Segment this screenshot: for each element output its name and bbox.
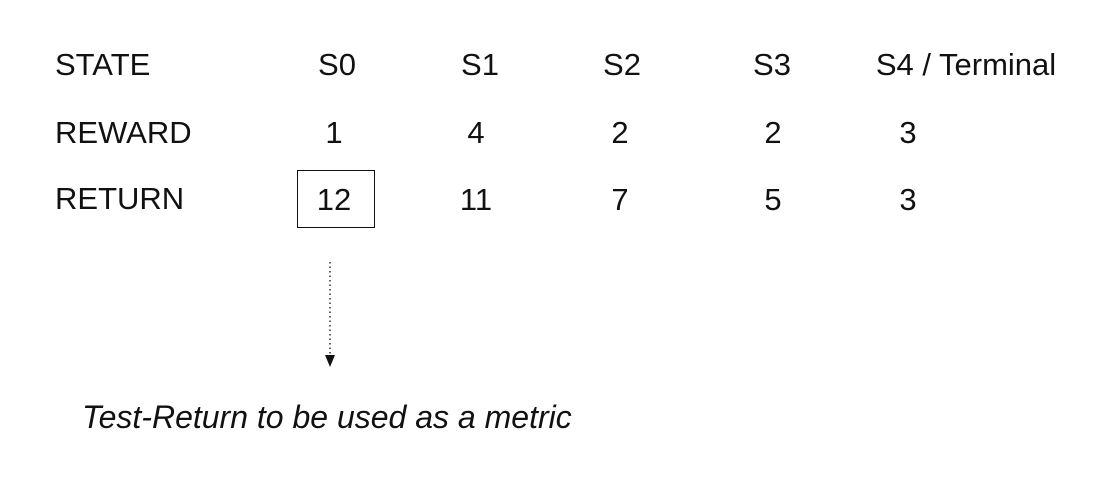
- state-base: S: [875, 47, 897, 82]
- row-label-state: STATE: [55, 47, 151, 82]
- arrowhead-icon: [325, 355, 335, 367]
- state-s0: [318, 49, 356, 80]
- state-base: S: [753, 47, 774, 82]
- row-label-return: RETURN: [55, 181, 185, 216]
- state-subscript: 1: [481, 47, 499, 82]
- return-value: 7: [611, 182, 629, 217]
- state-base: S: [603, 47, 624, 82]
- state-subscript: 2: [623, 47, 641, 82]
- reward-value: 3: [899, 115, 917, 150]
- reward-value: 4: [467, 115, 485, 150]
- return-value: 5: [764, 182, 782, 217]
- state-base: S: [461, 47, 482, 82]
- return-value: 3: [899, 182, 917, 217]
- reward-value: 2: [764, 115, 782, 150]
- caption: Test-Return to be used as a metric: [82, 399, 572, 435]
- return-value: 11: [459, 182, 493, 217]
- return-value-highlighted: 12: [316, 182, 352, 217]
- state-s2: [603, 49, 641, 80]
- state-subscript: 4 / Terminal: [896, 47, 1057, 82]
- state-subscript: 0: [338, 47, 356, 82]
- state-s3: [753, 49, 791, 80]
- reward-value: 1: [325, 115, 343, 150]
- reward-value: 2: [611, 115, 629, 150]
- row-label-reward: REWARD: [55, 115, 192, 150]
- state-subscript: 3: [773, 47, 791, 82]
- state-s4-terminal: [876, 49, 1056, 80]
- state-s1: [461, 49, 499, 80]
- state-base: S: [318, 47, 339, 82]
